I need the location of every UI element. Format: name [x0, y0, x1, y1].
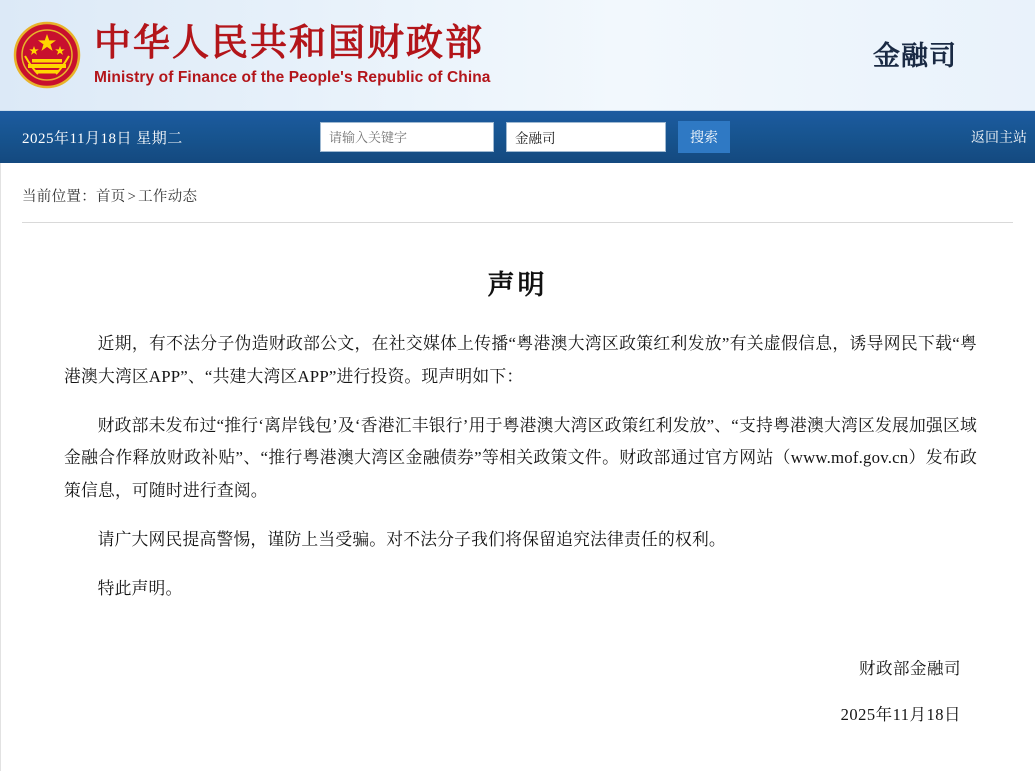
site-title-block — [94, 23, 491, 87]
breadcrumb-divider — [22, 222, 1013, 223]
department-name: 金融司 — [873, 41, 957, 71]
site-masthead — [0, 0, 1035, 111]
document-body — [22, 328, 1013, 605]
document-sign-date: 2025年11月18日 — [840, 705, 961, 724]
site-title-cn: 中华人民共和国财政部 — [94, 23, 484, 65]
breadcrumb-label: 当前位置： — [22, 189, 96, 205]
search-input[interactable] — [320, 122, 494, 152]
search-button[interactable] — [678, 121, 730, 153]
document-paragraph: 请广大网民提高警惕，谨防上当受骗。对不法分子我们将保留追究法律责任的权利。 — [97, 529, 726, 549]
breadcrumb-separator: > — [127, 189, 137, 205]
back-to-main-site-link[interactable]: 返回主站 — [971, 131, 1027, 146]
site-title-en: Ministry of Finance of the People's Republic of China — [94, 68, 491, 86]
document-paragraph: 财政部未发布过“推行‘离岸钱包’及‘香港汇丰银行’用于粤港澳大湾区政策红利发放”、“支持粤港澳大湾区发展加强区域金融合作释放财政补贴”、“推行粤港澳大湾区金融债券”等相关政策文件。财政部通过官方网站（www.mof.gov.cn）发布政策信息，可随时进行查阅。 — [64, 415, 977, 500]
search-scope-select[interactable] — [506, 122, 666, 152]
content-left-border — [0, 163, 1, 771]
content-page — [0, 163, 1035, 771]
search-scope-value: 金融司 — [515, 131, 556, 146]
search-button-label: 搜索 — [690, 129, 718, 145]
document-signature: 财政部金融司 — [859, 659, 961, 678]
document-title: 声明 — [487, 270, 548, 300]
site-navbar — [0, 111, 1035, 163]
search-area — [320, 121, 730, 153]
breadcrumb — [22, 163, 1013, 206]
current-date: 2025年11月18日 星期二 — [22, 130, 183, 147]
document-paragraph: 近期，有不法分子伪造财政部公文，在社交媒体上传播“粤港澳大湾区政策红利发放”有关虚假信息，诱导网民下载“粤港澳大湾区APP”、“共建大湾区APP”进行投资。现声明如下： — [64, 334, 977, 386]
breadcrumb-current: 工作动态 — [138, 189, 198, 205]
national-emblem-icon — [12, 20, 82, 90]
breadcrumb-home-link[interactable]: 首页 — [96, 189, 126, 205]
document-paragraph: 特此声明。 — [97, 578, 183, 598]
